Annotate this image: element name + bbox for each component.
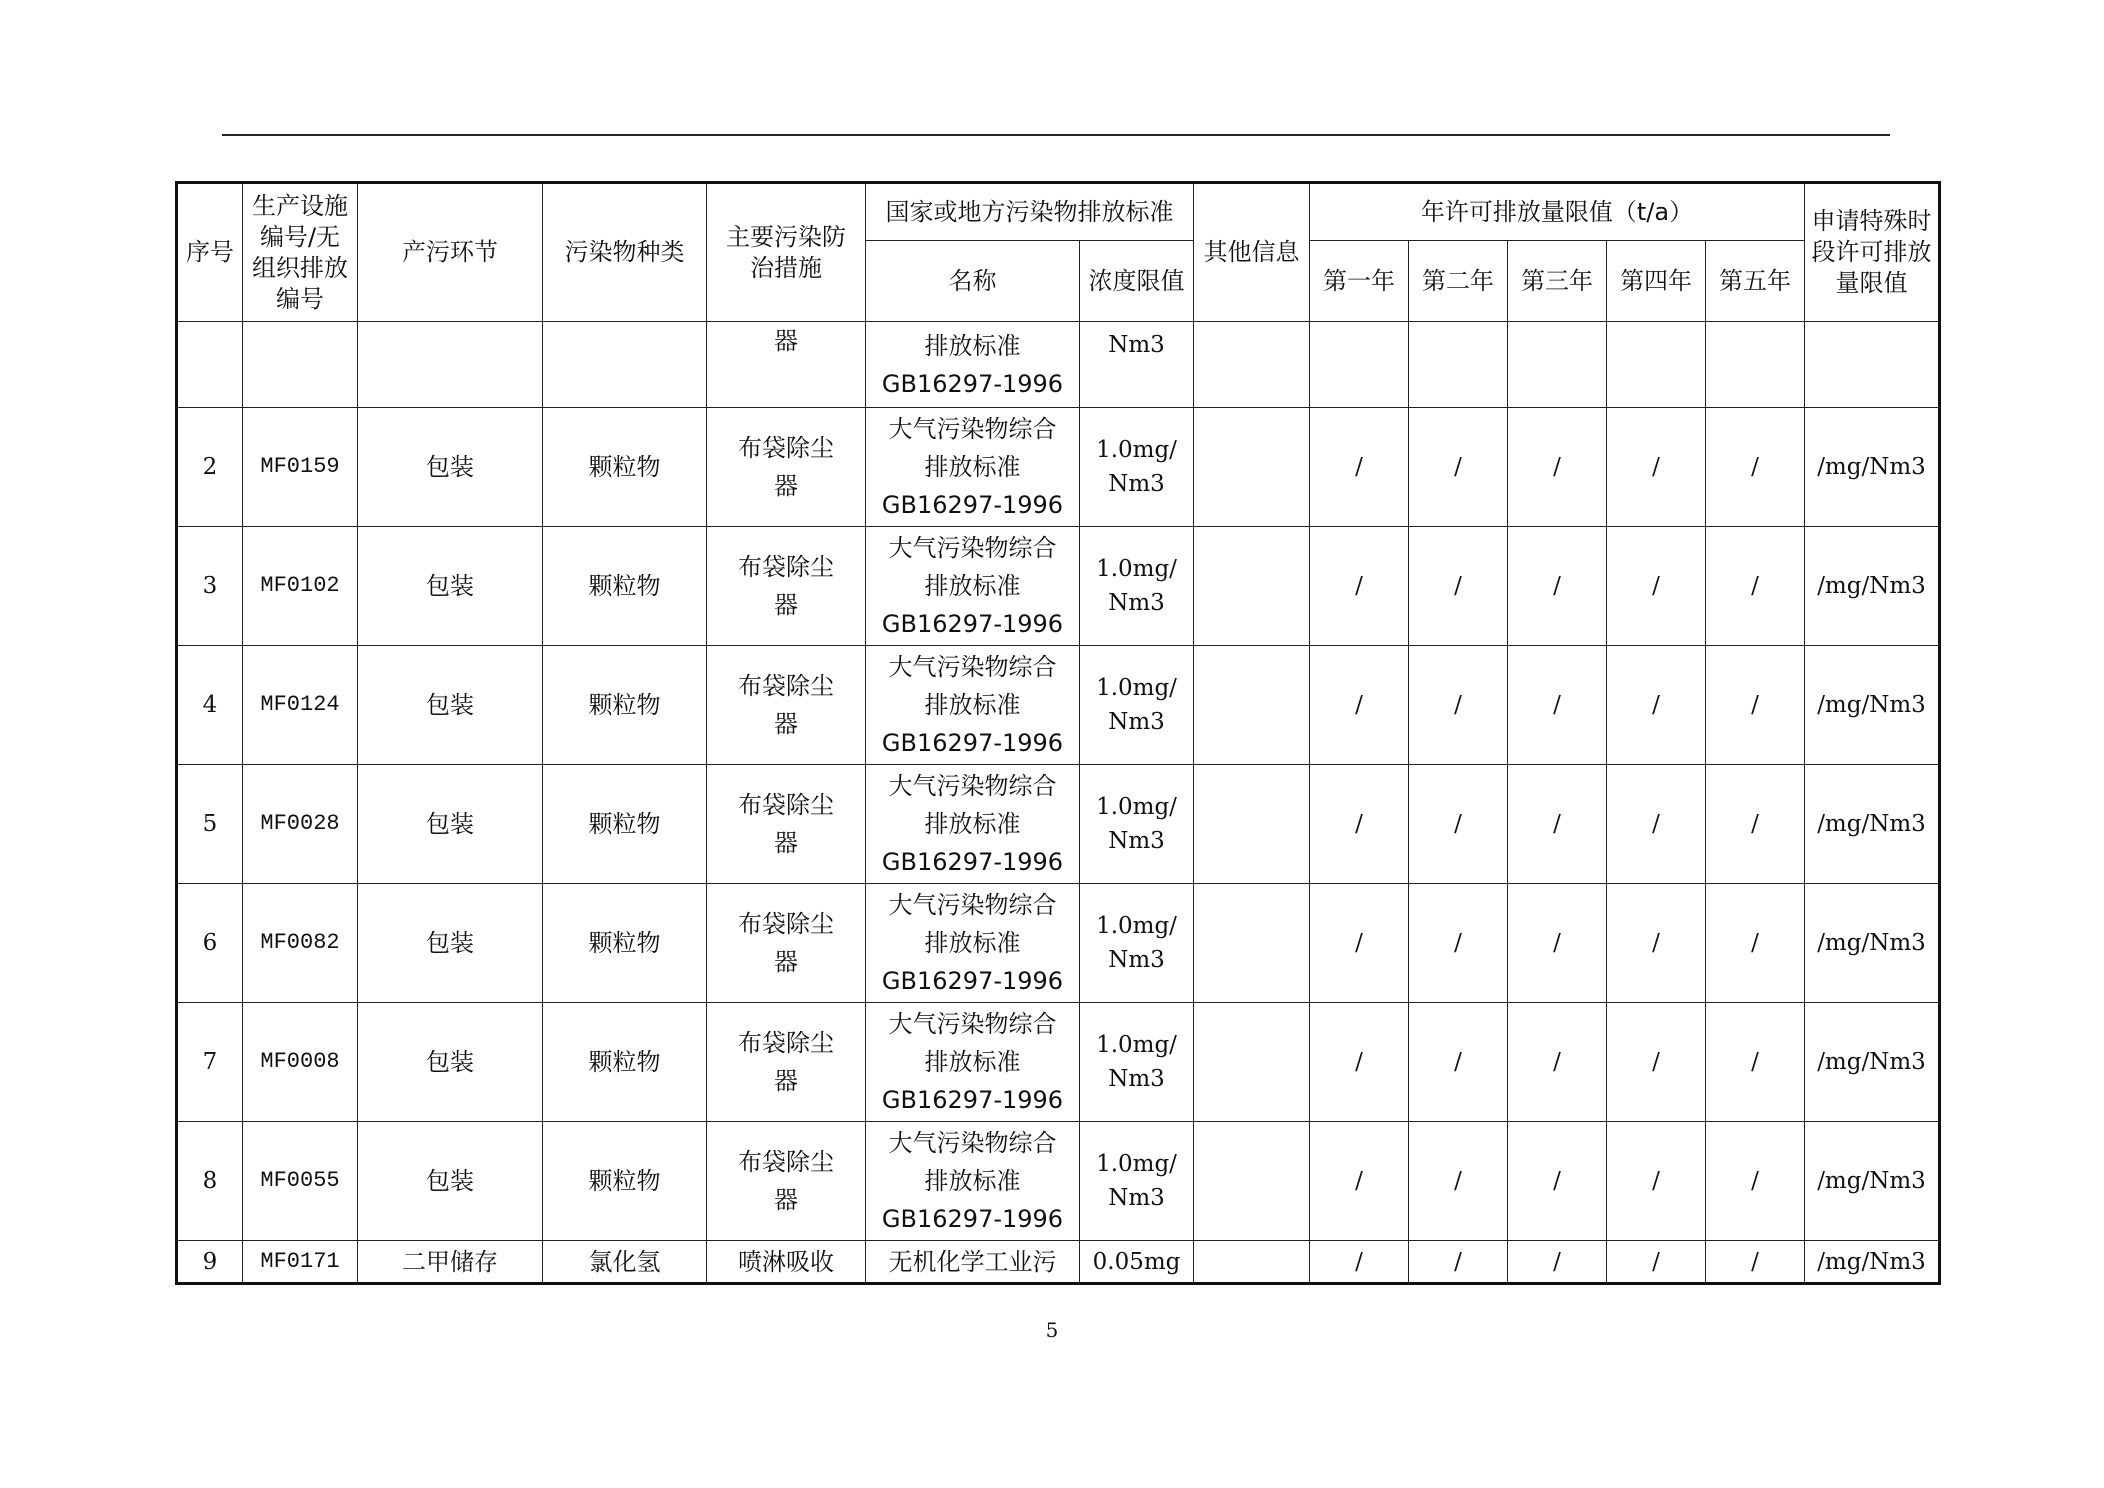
cell-concentration-line: Nm3 — [1108, 947, 1165, 973]
cell-y1: / — [1310, 527, 1409, 646]
header-row-1 — [177, 183, 1940, 241]
cell-special: /mg/Nm3 — [1805, 527, 1940, 646]
cell-seq: 7 — [177, 1003, 243, 1122]
cell-seq: 3 — [177, 527, 243, 646]
cell-y3 — [1508, 322, 1607, 408]
cell-pollutant: 颗粒物 — [543, 884, 707, 1003]
cell-concentration — [1080, 1003, 1194, 1122]
header-facility-id-line: 编号 — [276, 284, 324, 313]
cell-special: /mg/Nm3 — [1805, 1122, 1940, 1241]
cell-concentration-line: 1.0mg/ — [1096, 556, 1177, 582]
cell-special: /mg/Nm3 — [1805, 646, 1940, 765]
cell-control: 喷淋吸收 — [707, 1241, 866, 1284]
cell-control-line: 器 — [774, 710, 798, 738]
cell-y2: / — [1409, 1003, 1508, 1122]
cell-standard-line: 大气污染物综合 — [888, 891, 1057, 919]
cell-pollutant — [543, 322, 707, 408]
cell-standard-line: 大气污染物综合 — [888, 772, 1057, 800]
cell-y2: / — [1409, 527, 1508, 646]
cell-control — [707, 1003, 866, 1122]
cell-standard — [866, 1122, 1080, 1241]
cell-y5: / — [1706, 646, 1805, 765]
cell-y1: / — [1310, 765, 1409, 884]
cell-y3: / — [1508, 408, 1607, 527]
header-facility-id-line: 组织排放 — [252, 253, 348, 282]
cell-concentration-line: Nm3 — [1108, 709, 1165, 735]
cell-standard-line: 大气污染物综合 — [888, 653, 1057, 681]
cell-y3: / — [1508, 527, 1607, 646]
cell-pollutant: 颗粒物 — [543, 408, 707, 527]
cell-id: MF0159 — [243, 408, 358, 527]
cell-y2: / — [1409, 408, 1508, 527]
cell-seq: 5 — [177, 765, 243, 884]
cell-id: MF0082 — [243, 884, 358, 1003]
data-rows — [177, 408, 1940, 1241]
cell-id: MF0124 — [243, 646, 358, 765]
cell-concentration-line: 1.0mg/ — [1096, 437, 1177, 463]
cell-y1: / — [1310, 408, 1409, 527]
cell-y4: / — [1607, 1122, 1706, 1241]
cell-concentration-line: 1.0mg/ — [1096, 1032, 1177, 1058]
cell-y1: / — [1310, 1241, 1409, 1284]
cell-other — [1194, 1003, 1310, 1122]
cell-special: /mg/Nm3 — [1805, 1241, 1940, 1284]
cell-pollutant: 颗粒物 — [543, 1003, 707, 1122]
cell-y5: / — [1706, 765, 1805, 884]
cell-y3: / — [1508, 765, 1607, 884]
cell-concentration-line: 1.0mg/ — [1096, 794, 1177, 820]
cell-pollutant: 颗粒物 — [543, 646, 707, 765]
header-special — [1805, 183, 1940, 322]
header-facility-id-line: 生产设施 — [252, 191, 348, 220]
cell-concentration-line: Nm3 — [1108, 590, 1165, 616]
header-control-line: 治措施 — [750, 253, 822, 282]
cell-control — [707, 1122, 866, 1241]
cell-y1: / — [1310, 646, 1409, 765]
cell-y2: / — [1409, 646, 1508, 765]
cell-y2: / — [1409, 1122, 1508, 1241]
cell-process: 包装 — [358, 765, 543, 884]
cell-concentration-line: Nm3 — [1108, 1066, 1165, 1092]
cell-y2: / — [1409, 765, 1508, 884]
cell-y4: / — [1607, 1241, 1706, 1284]
cell-y3: / — [1508, 646, 1607, 765]
cell-standard — [866, 1003, 1080, 1122]
header-year4: 第四年 — [1607, 241, 1706, 322]
cell-other — [1194, 322, 1310, 408]
header-pollutant: 污染物种类 — [543, 183, 707, 322]
cell-process: 包装 — [358, 1003, 543, 1122]
cell-seq: 8 — [177, 1122, 243, 1241]
cell-standard-line: 排放标准 — [924, 1167, 1021, 1195]
cell-pollutant: 颗粒物 — [543, 765, 707, 884]
cell-control-line: 布袋除尘 — [738, 434, 834, 462]
header-special-line: 量限值 — [1835, 269, 1908, 297]
cell-control-line: 器 — [774, 1067, 798, 1095]
cell-id: MF0171 — [243, 1241, 358, 1284]
cell-standard-line: 排放标准 — [924, 810, 1021, 838]
cell-standard — [866, 765, 1080, 884]
cell-other — [1194, 1241, 1310, 1284]
cell-standard — [866, 884, 1080, 1003]
cell-special: /mg/Nm3 — [1805, 884, 1940, 1003]
cell-control-line: 器 — [774, 472, 798, 500]
table-row — [177, 884, 1940, 1003]
header-standard-name: 名称 — [866, 241, 1080, 322]
cell-id: MF0102 — [243, 527, 358, 646]
table-row — [177, 527, 1940, 646]
cell-other — [1194, 408, 1310, 527]
cell-pollutant: 颗粒物 — [543, 527, 707, 646]
cell-concentration-line: 1.0mg/ — [1096, 675, 1177, 701]
cell-standard-line: 大气污染物综合 — [888, 415, 1057, 443]
cell-y1: / — [1310, 1122, 1409, 1241]
cell-control-line: 器 — [774, 1186, 798, 1214]
cell-concentration — [1080, 1122, 1194, 1241]
cell-y2: / — [1409, 884, 1508, 1003]
cell-standard-line: 排放标准 — [924, 453, 1021, 481]
cell-concentration — [1080, 884, 1194, 1003]
cell-standard — [866, 408, 1080, 527]
cell-other — [1194, 765, 1310, 884]
cell-other — [1194, 884, 1310, 1003]
header-standard-group: 国家或地方污染物排放标准 — [866, 183, 1194, 241]
cell-standard-line: 排放标准 — [924, 331, 1021, 360]
cell-y3: / — [1508, 1241, 1607, 1284]
cell-standard-line: 大气污染物综合 — [888, 1129, 1057, 1157]
cell-standard — [866, 322, 1080, 408]
cell-process: 包装 — [358, 527, 543, 646]
header-year5: 第五年 — [1706, 241, 1805, 322]
cell-standard-line: 排放标准 — [924, 691, 1021, 719]
cell-control-line: 器 — [774, 591, 798, 619]
cell-other — [1194, 1122, 1310, 1241]
cell-y1 — [1310, 322, 1409, 408]
cell-standard — [866, 527, 1080, 646]
cell-control-line: 布袋除尘 — [738, 1029, 834, 1057]
cell-standard-line: GB16297-1996 — [881, 610, 1064, 638]
cell-y1: / — [1310, 1003, 1409, 1122]
cell-pollutant: 氯化氢 — [543, 1241, 707, 1284]
table-row-continuation — [177, 322, 1940, 408]
cell-control — [707, 408, 866, 527]
cell-standard-line: 排放标准 — [924, 929, 1021, 957]
cell-standard-line: GB16297-1996 — [881, 1086, 1064, 1114]
cell-concentration-line: 1.0mg/ — [1096, 1151, 1177, 1177]
cell-process: 包装 — [358, 646, 543, 765]
cell-standard-line: GB16297-1996 — [881, 1205, 1064, 1233]
emission-permit-table — [175, 181, 1941, 1285]
table-row — [177, 646, 1940, 765]
table-row — [177, 1003, 1940, 1122]
header-rule — [222, 134, 1890, 136]
table-row-last — [177, 1241, 1940, 1284]
cell-standard-line: GB16297-1996 — [881, 369, 1064, 398]
cell-concentration — [1080, 527, 1194, 646]
cell-control — [707, 765, 866, 884]
cell-standard-line: GB16297-1996 — [881, 491, 1064, 519]
cell-process: 包装 — [358, 884, 543, 1003]
header-special-line: 申请特殊时 — [1811, 207, 1932, 235]
cell-y5: / — [1706, 408, 1805, 527]
cell-control-line: 器 — [774, 829, 798, 857]
cell-pollutant: 颗粒物 — [543, 1122, 707, 1241]
header-control — [707, 183, 866, 322]
cell-control-line: 布袋除尘 — [738, 553, 834, 581]
header-process: 产污环节 — [358, 183, 543, 322]
cell-concentration-line: Nm3 — [1108, 828, 1165, 854]
header-special-line: 段许可排放 — [1811, 238, 1932, 266]
header-year2: 第二年 — [1409, 241, 1508, 322]
header-seq: 序号 — [177, 183, 243, 322]
cell-concentration-line: Nm3 — [1108, 1185, 1165, 1211]
cell-concentration-line: Nm3 — [1108, 471, 1165, 497]
cell-control-line: 布袋除尘 — [738, 672, 834, 700]
cell-y3: / — [1508, 1003, 1607, 1122]
cell-standard-line: 排放标准 — [924, 572, 1021, 600]
cell-control-line: 器 — [774, 948, 798, 976]
page-number: 5 — [1045, 1318, 1059, 1342]
cell-control-line: 布袋除尘 — [738, 791, 834, 819]
cell-control-line: 布袋除尘 — [738, 1148, 834, 1176]
cell-standard-line: GB16297-1996 — [881, 848, 1064, 876]
cell-y2: / — [1409, 1241, 1508, 1284]
cell-y5: / — [1706, 1241, 1805, 1284]
cell-id: MF0028 — [243, 765, 358, 884]
cell-concentration — [1080, 646, 1194, 765]
cell-concentration — [1080, 765, 1194, 884]
cell-control: 器 — [707, 322, 866, 408]
table-row — [177, 765, 1940, 884]
cell-y5: / — [1706, 1003, 1805, 1122]
cell-seq: 9 — [177, 1241, 243, 1284]
cell-y3: / — [1508, 1122, 1607, 1241]
header-facility-id — [243, 183, 358, 322]
cell-standard-line: GB16297-1996 — [881, 967, 1064, 995]
cell-id: MF0055 — [243, 1122, 358, 1241]
cell-concentration-line: 1.0mg/ — [1096, 913, 1177, 939]
cell-special — [1805, 322, 1940, 408]
cell-y4: / — [1607, 527, 1706, 646]
cell-control — [707, 884, 866, 1003]
cell-y4: / — [1607, 408, 1706, 527]
header-year1: 第一年 — [1310, 241, 1409, 322]
cell-process: 包装 — [358, 408, 543, 527]
cell-other — [1194, 646, 1310, 765]
cell-y4: / — [1607, 765, 1706, 884]
cell-y5: / — [1706, 884, 1805, 1003]
cell-y5 — [1706, 322, 1805, 408]
cell-seq — [177, 322, 243, 408]
cell-control — [707, 646, 866, 765]
cell-standard-line: 大气污染物综合 — [888, 534, 1057, 562]
cell-seq: 4 — [177, 646, 243, 765]
cell-control-line: 布袋除尘 — [738, 910, 834, 938]
cell-y4: / — [1607, 884, 1706, 1003]
cell-special: /mg/Nm3 — [1805, 765, 1940, 884]
cell-standard-line: 大气污染物综合 — [888, 1010, 1057, 1038]
cell-process: 二甲储存 — [358, 1241, 543, 1284]
header-facility-id-line: 编号/无 — [259, 222, 341, 251]
cell-y3: / — [1508, 884, 1607, 1003]
cell-process: 包装 — [358, 1122, 543, 1241]
table-row — [177, 408, 1940, 527]
cell-control — [707, 527, 866, 646]
cell-y5: / — [1706, 1122, 1805, 1241]
cell-other — [1194, 527, 1310, 646]
cell-standard — [866, 646, 1080, 765]
header-annual-group: 年许可排放量限值（t/a） — [1310, 183, 1805, 241]
cell-y1: / — [1310, 884, 1409, 1003]
cell-id — [243, 322, 358, 408]
table-row — [177, 1122, 1940, 1241]
cell-standard-line: GB16297-1996 — [881, 729, 1064, 757]
cell-seq: 2 — [177, 408, 243, 527]
cell-id: MF0008 — [243, 1003, 358, 1122]
header-concentration: 浓度限值 — [1080, 241, 1194, 322]
cell-y4: / — [1607, 1003, 1706, 1122]
cell-concentration: Nm3 — [1080, 322, 1194, 408]
cell-seq: 6 — [177, 884, 243, 1003]
cell-standard: 无机化学工业污 — [866, 1241, 1080, 1284]
cell-process — [358, 322, 543, 408]
cell-concentration — [1080, 408, 1194, 527]
header-control-line: 主要污染防 — [726, 222, 846, 251]
cell-y2 — [1409, 322, 1508, 408]
cell-special: /mg/Nm3 — [1805, 1003, 1940, 1122]
cell-y4: / — [1607, 646, 1706, 765]
cell-standard-line: 排放标准 — [924, 1048, 1021, 1076]
cell-y4 — [1607, 322, 1706, 408]
header-other-info: 其他信息 — [1194, 183, 1310, 322]
cell-concentration: 0.05mg — [1080, 1241, 1194, 1284]
cell-y5: / — [1706, 527, 1805, 646]
header-year3: 第三年 — [1508, 241, 1607, 322]
cell-special: /mg/Nm3 — [1805, 408, 1940, 527]
